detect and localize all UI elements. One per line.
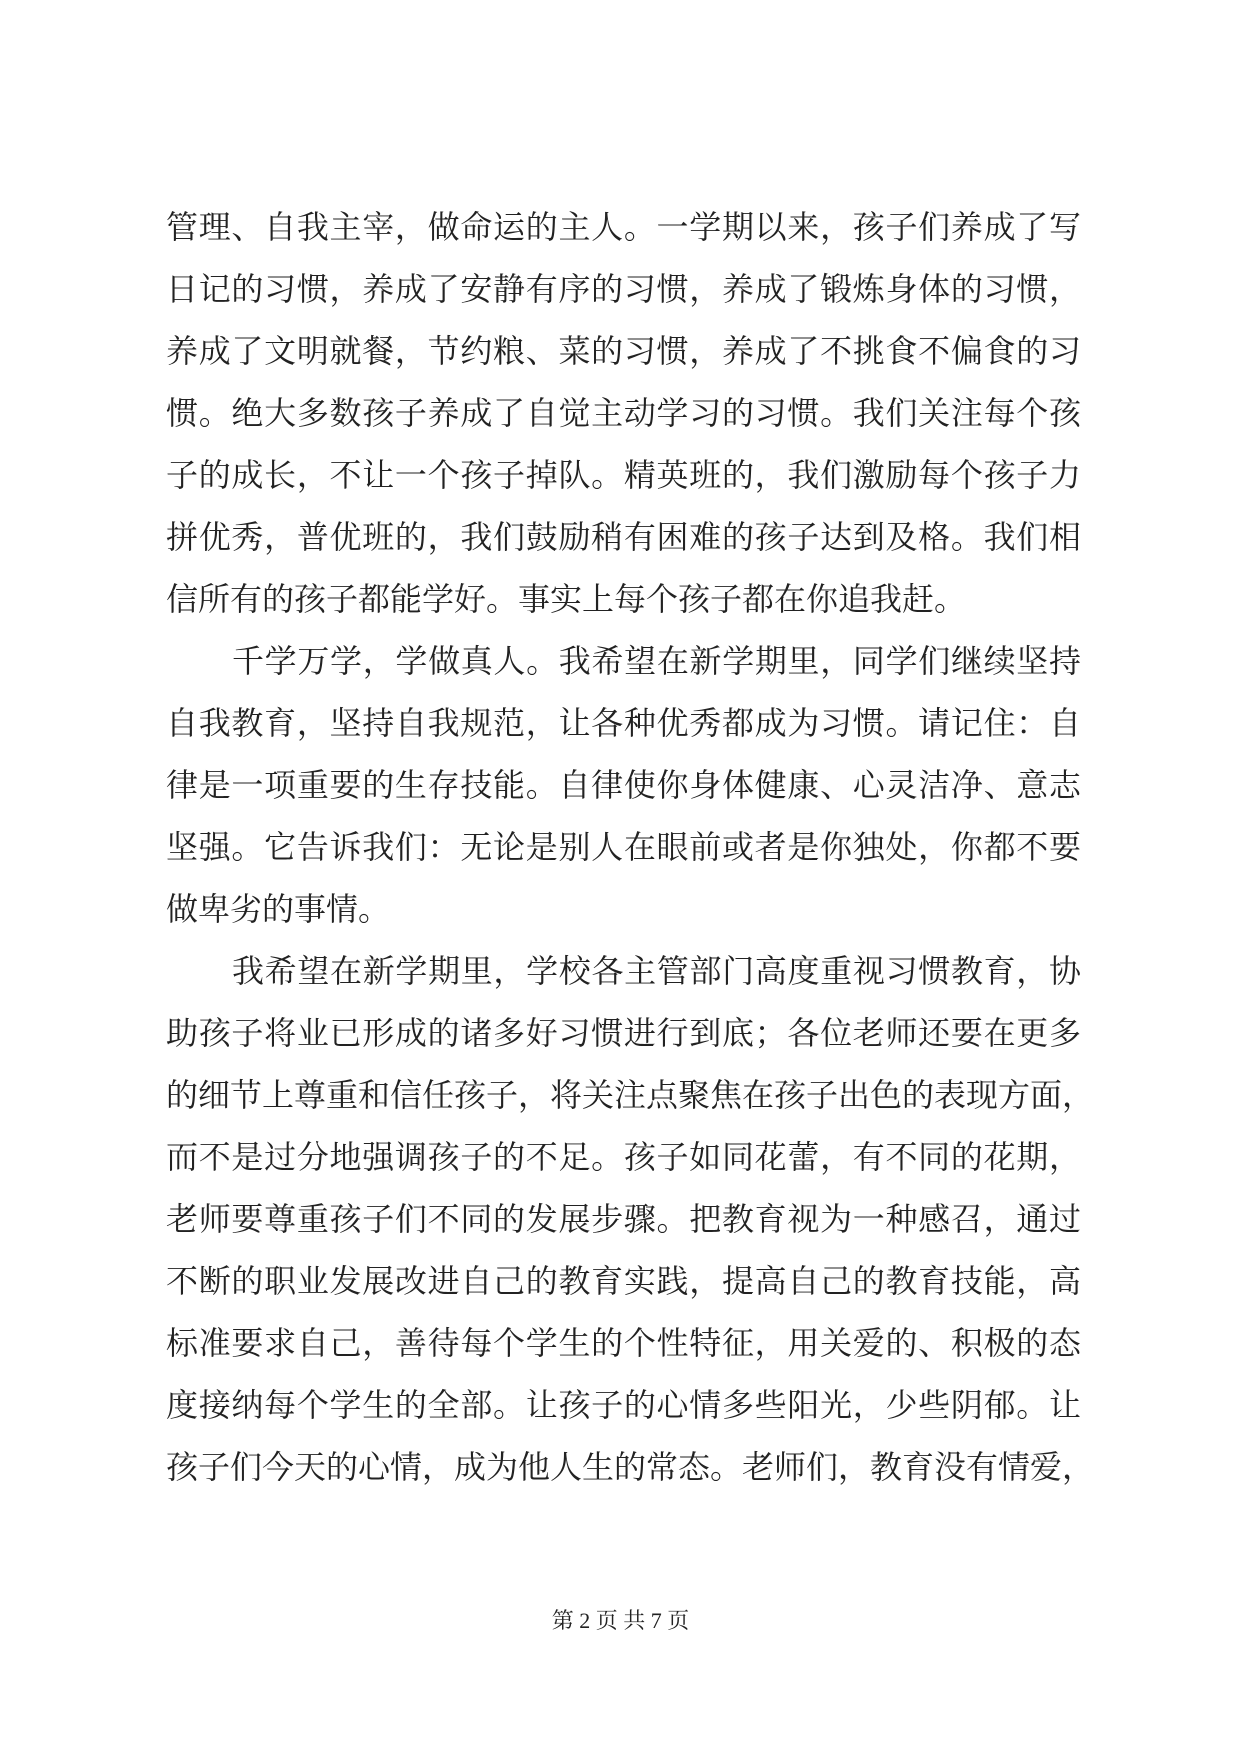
text-line: 而不是过分地强调孩子的不足。孩子如同花蕾，有不同的花期， <box>166 1138 1081 1176</box>
paragraph-first-line: 千学万学，学做真人。我希望在新学期里，同学们继续坚持 <box>232 642 1081 680</box>
text-line: 子的成长，不让一个孩子掉队。精英班的，我们激励每个孩子力 <box>166 456 1081 494</box>
text-line: 老师要尊重孩子们不同的发展步骤。把教育视为一种感召，通过 <box>166 1200 1081 1238</box>
text-line: 坚强。它告诉我们：无论是别人在眼前或者是你独处，你都不要 <box>166 828 1081 866</box>
text-line: 助孩子将业已形成的诸多好习惯进行到底；各位老师还要在更多 <box>166 1014 1081 1052</box>
text-line: 度接纳每个学生的全部。让孩子的心情多些阳光，少些阴郁。让 <box>166 1386 1081 1424</box>
page-number-footer: 第 2 页 共 7 页 <box>551 1608 690 1633</box>
text-line: 律是一项重要的生存技能。自律使你身体健康、心灵洁净、意志 <box>166 766 1081 804</box>
text-line: 孩子们今天的心情，成为他人生的常态。老师们，教育没有情爱， <box>166 1448 1095 1486</box>
text-line: 做卑劣的事情。 <box>166 890 391 928</box>
text-line: 不断的职业发展改进自己的教育实践，提高自己的教育技能，高 <box>166 1262 1081 1300</box>
text-line: 日记的习惯，养成了安静有序的习惯，养成了锻炼身体的习惯， <box>166 270 1081 308</box>
text-line: 惯。绝大多数孩子养成了自觉主动学习的习惯。我们关注每个孩 <box>166 394 1081 432</box>
text-line: 自我教育，坚持自我规范，让各种优秀都成为习惯。请记住：自 <box>166 704 1081 742</box>
paragraph-first-line: 我希望在新学期里，学校各主管部门高度重视习惯教育，协 <box>232 952 1081 990</box>
text-line: 养成了文明就餐，节约粮、菜的习惯，养成了不挑食不偏食的习 <box>166 332 1081 370</box>
text-line: 管理、自我主宰，做命运的主人。一学期以来，孩子们养成了写 <box>166 208 1081 246</box>
text-line: 信所有的孩子都能学好。事实上每个孩子都在你追我赶。 <box>166 580 967 618</box>
text-line: 的细节上尊重和信任孩子，将关注点聚焦在孩子出色的表现方面， <box>166 1076 1095 1114</box>
text-line: 拼优秀，普优班的，我们鼓励稍有困难的孩子达到及格。我们相 <box>166 518 1081 556</box>
text-line: 标准要求自己，善待每个学生的个性特征，用关爱的、积极的态 <box>166 1324 1081 1362</box>
